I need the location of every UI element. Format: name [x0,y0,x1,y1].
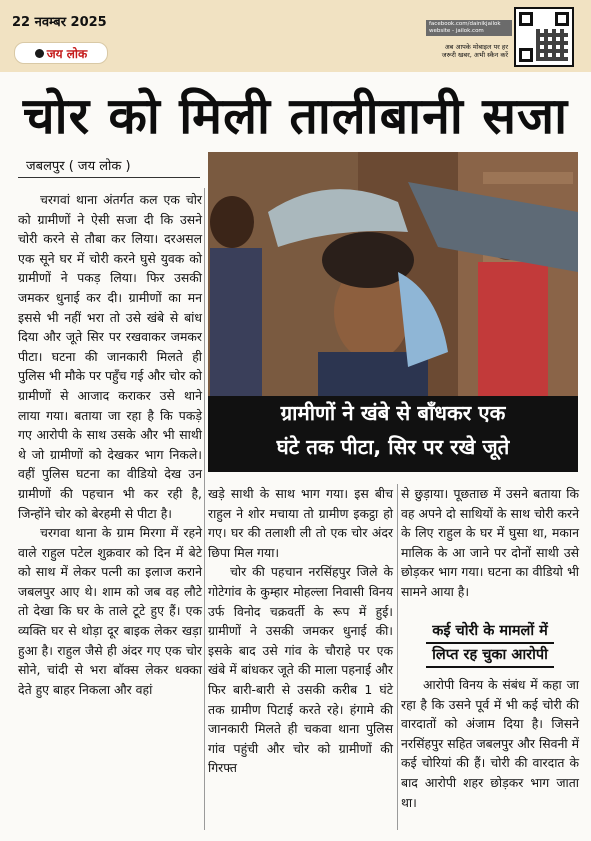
article-column-3 [401,484,579,602]
paragraph: चरगवा थाना के ग्राम मिरगा में रहने वाले राहुल पटेल शुक्रवार को दिन में बेटे को साथ में लेकर पत्नी का इलाज कराने जबलपुर आए थे। शाम को जब वह लौटे तो देखा कि घर के ताले टूटे हुए हैं। एक व्यक्ति घर से थोड़ा दूर बाइक लेकर खड़ा हुआ है। राहुल जैसे ही अंदर गए एक चोर सोने, चांदी से भरा बॉक्स लेकर धक्का देते हुए बाहर निकला और वहां [18,525,202,697]
subheading [401,620,579,668]
scan-promo [414,43,508,59]
photo-caption [208,396,578,472]
byline: जबलपुर ( जय लोक ) [26,159,131,174]
promo-line-1: अब आपके मोबाइल पर हर [444,43,508,51]
issue-date: 22 नवम्बर 2025 [12,15,107,30]
article-column-3-continued [401,675,579,812]
facebook-link: facebook.com/dainikjailok [429,21,501,27]
paragraph: खड़े साथी के साथ भाग गया। इस बीच राहुल ने शोर मचाया तो ग्रामीण इकट्ठा हो गए। घर की तलाशी ली तो एक चोर अंदर छिपा मिल गया। [208,486,393,560]
article-column-1 [18,190,202,699]
headline: चोर को मिली तालीबानी सजा [22,87,569,145]
qr-code-icon [514,7,574,67]
paragraph: आरोपी विनय के संबंध में कहा जा रहा है कि उसने पूर्व में भी कई चोरी की वारदातों को अंजाम दिया है। जिसने नरसिंहपुर सहित जबलपुर और सिवनी में कई चोरियां की हैं। चोरी की वारदात के बाद आरोपी शहर छोड़कर भाग जाता था। [401,677,579,810]
photo-illustration [208,152,578,396]
news-photo [208,152,578,396]
subheading-line-2: लिप्त रह चुका आरोपी [426,642,554,668]
caption-line-2: घंटे तक पीटा, सिर पर रखे जूते [276,435,510,459]
promo-line-2: जरूरी खबर, अभी स्कैन करें [441,51,508,59]
column-divider [397,484,398,830]
logo-globe-icon [35,49,44,58]
paragraph: से छुड़ाया। पूछताछ में उसने बताया कि वह अपने दो साथियों के साथ चोरी करने के लिए राहुल के घर में घुसा था, मकान मालिक के आ जाने पर दोनों साथी उसे छोड़कर भाग गया। घटना का वीडियो भी सामने आया है। [401,486,579,599]
social-links [426,20,512,36]
website-link: website - jailok.com [429,28,484,34]
byline-divider [18,177,200,178]
newspaper-logo [14,42,108,64]
article-column-2 [208,484,393,778]
paragraph: चरगवां थाना अंतर्गत कल एक चोर को ग्रामीणों ने ऐसी सजा दी कि उसने चोरी करने से तौबा कर लिया। दरअसल एक सूने घर में चोरी करने घुसे युवक को ग्रामीणों ने पकड़ लिया। फिर उसकी जमकर धुनाई कर दी। ग्रामीणों का मन इससे भी नहीं भरा तो उसे खंबे से बांध दिया और जूते सिर पर रखवाकर जमकर पीटा। घटना की जानकारी मिलते ही पुलिस भी मौके पर पहुँच गई और चोर को ग्रामीणों से आजाद कराकर उसे थाने लाया गया। बताया जा रहा है कि पकड़े गए आरोपी के साथ उसके और भी साथी थे जो ग्रामीणों को देखकर भाग निकले। वहीं पुलिस घटना का वीडियो देख उन ग्रामीणों की पहचान भी कर रही है, जिन्होंने चोर को बेरहमी से पीटा है। [18,192,202,521]
logo-text: जय लोक [46,46,88,61]
caption-line-1: ग्रामीणों ने खंबे से बाँधकर एक [280,401,506,425]
subheading-line-1: कई चोरी के मामलों में [432,623,548,639]
column-divider [204,188,205,830]
paragraph: चोर की पहचान नरसिंहपुर जिले के गोटेगांव के कुम्हार मोहल्ला निवासी विनय उर्फ विनोद चक्रवर्ती के रूप में हुई। ग्रामीणों ने उसकी जमकर धुनाई की। इसके बाद उसे गांव के चौराहे पर एक खंबे में बांधकर जूते की माला पहनाई और फिर बारी-बारी से उसकी करीब 1 घंटे तक ग्रामीण पिटाई करते रहे। हंगामे की जानकारी मिलते ही चकवा थाना पुलिस गांव पहुंची और चोर को ग्रामीणों की गिरफ्त [208,564,393,776]
